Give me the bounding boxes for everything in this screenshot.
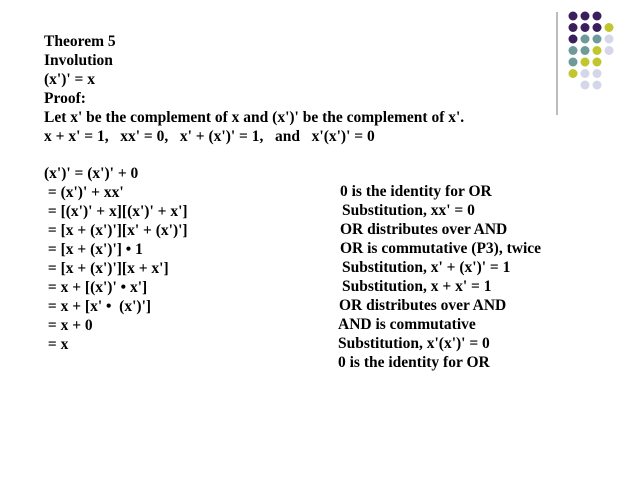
decorative-dot [581,69,590,78]
decorative-dot [569,69,578,78]
step-justification: OR distributes over AND [339,297,507,314]
decorative-dot [593,69,602,78]
decorative-dot [569,35,578,44]
decorative-dot [593,46,602,55]
decorative-dot [593,81,602,90]
decorative-dot [581,12,590,21]
decorative-dot [593,35,602,44]
proof-label: Proof: [44,90,86,107]
step-justification: 0 is the identity for OR [340,183,492,200]
step-justification: Substitution, x' + (x')' = 1 [342,259,511,276]
step-justification: Substitution, x'(x')' = 0 [338,335,490,352]
decorative-dot [569,58,578,67]
proof-premise: Let x' be the complement of x and (x')' be the complement of x'. [44,109,465,126]
decorative-dot [581,81,590,90]
theorem-title: Theorem 5 [44,33,116,50]
step-justification: AND is commutative [338,316,476,333]
step-expression: (x')' = (x')' + 0 [44,165,139,182]
decorative-dot [593,23,602,32]
decorative-dot [581,58,590,67]
step-expression: = [x + (x')'] • 1 [44,241,143,258]
decorative-dot [593,12,602,21]
step-expression: = x + [x' • (x')'] [44,298,152,315]
step-expression: = x [44,336,69,353]
step-expression: = [x + (x')'][x + x'] [44,260,169,277]
decorative-dot [581,46,590,55]
decorative-dot [593,58,602,67]
decorative-dot [569,23,578,32]
decorative-dot [605,23,614,32]
step-expression: = [x + (x')'][x' + (x')'] [44,222,188,239]
step-expression: = (x')' + xx' [44,184,124,201]
decorative-dot [569,12,578,21]
theorem-statement: (x')' = x [44,71,96,88]
step-expression: = x + 0 [44,317,93,334]
dot-grid [569,12,614,90]
decorative-dot [581,35,590,44]
theorem-name: Involution [44,52,113,69]
step-justification: 0 is the identity for OR [338,354,490,371]
decorative-dot [605,46,614,55]
step-expression: = x + [(x')' • x'] [44,279,148,296]
step-justification: OR is commutative (P3), twice [340,240,542,257]
step-justification: OR distributes over AND [340,221,508,238]
decorative-dot [581,23,590,32]
decorative-dot [605,35,614,44]
step-expression: = [(x')' + x][(x')' + x'] [44,203,188,220]
step-justification: Substitution, x + x' = 1 [342,278,492,295]
proof-facts: x + x' = 1, xx' = 0, x' + (x')' = 1, and x'(x')' = 0 [44,128,375,145]
step-justification: Substitution, xx' = 0 [342,202,475,219]
decorative-dot [569,46,578,55]
